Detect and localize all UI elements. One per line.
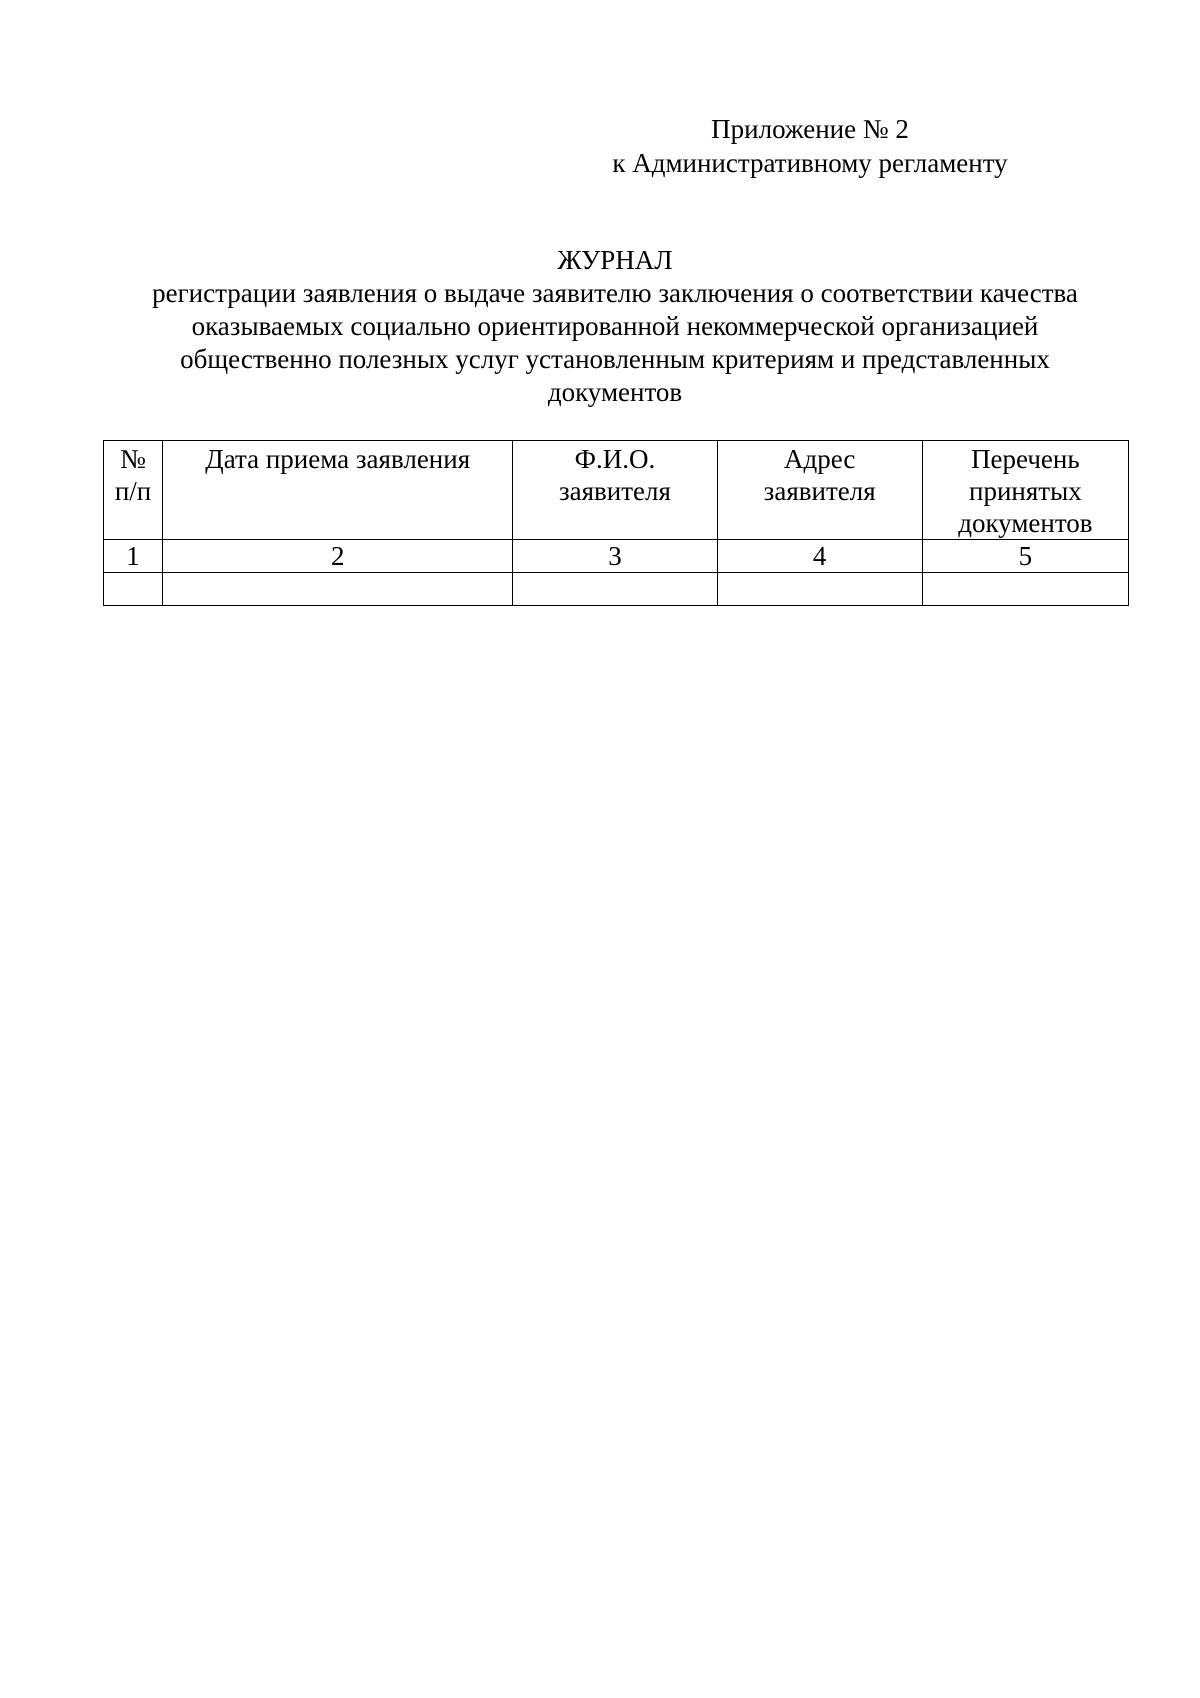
column-number: 1: [104, 540, 163, 573]
appendix-number: Приложение № 2: [711, 114, 909, 144]
header-text: Дата приема заявления: [205, 444, 471, 474]
header-text: №: [120, 444, 146, 474]
header-row-number: [104, 441, 163, 540]
column-number: 5: [922, 540, 1128, 573]
registration-journal-table: [103, 440, 1129, 606]
column-number: 2: [163, 540, 513, 573]
document-title: [100, 244, 1130, 409]
header-text: документов: [958, 508, 1093, 538]
header-text: заявителя: [558, 476, 671, 506]
header-text: Перечень: [971, 444, 1080, 474]
table-row: [104, 573, 1129, 606]
header-applicant-name: [513, 441, 717, 540]
table-header-row: [104, 441, 1129, 540]
table-cell: [717, 573, 922, 606]
table-cell: [513, 573, 717, 606]
header-text: заявителя: [763, 476, 876, 506]
header-text: Ф.И.О.: [574, 444, 656, 474]
table-cell: [163, 573, 513, 606]
header-text: Адрес: [783, 444, 856, 474]
table-cell: [104, 573, 163, 606]
journal-heading: ЖУРНАЛ: [557, 245, 673, 275]
journal-subtitle-line-1: регистрации заявления о выдаче заявителю заключения о соответствии качества: [152, 278, 1078, 308]
table-cell: [922, 573, 1128, 606]
header-applicant-address: [717, 441, 922, 540]
column-number-row: [104, 540, 1129, 573]
journal-subtitle-line-2: оказываемых социально ориентированной некоммерческой организацией: [191, 311, 1039, 341]
header-application-date: [163, 441, 513, 540]
header-text: п/п: [114, 476, 152, 506]
header-text: принятых: [969, 476, 1082, 506]
header-accepted-documents: [922, 441, 1128, 540]
journal-subtitle-line-3: общественно полезных услуг установленным критериям и представленных: [180, 344, 1050, 374]
column-number: 3: [513, 540, 717, 573]
journal-subtitle-line-4: документов: [547, 377, 683, 407]
column-number: 4: [717, 540, 922, 573]
appendix-note: [560, 112, 1060, 180]
appendix-reference: к Административному регламенту: [612, 148, 1008, 178]
